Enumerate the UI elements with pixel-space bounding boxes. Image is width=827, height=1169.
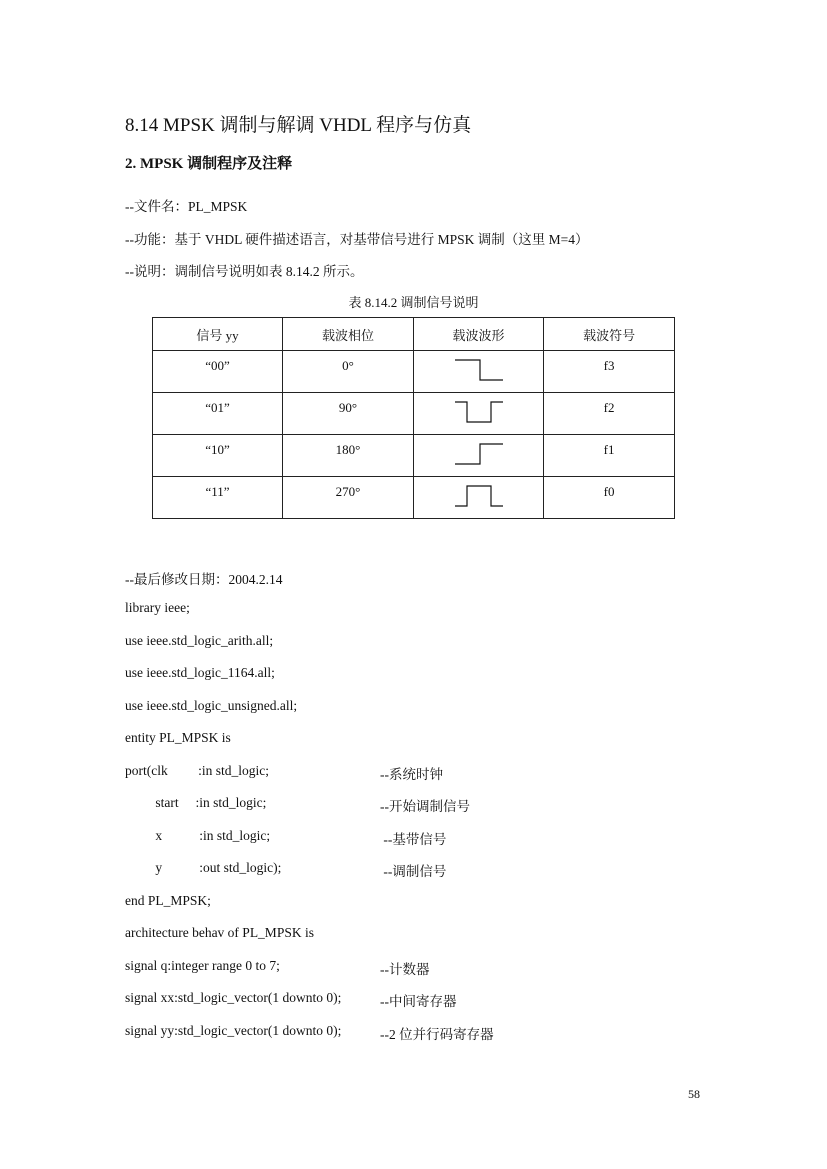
code-comment: --基带信号	[380, 832, 447, 847]
code-line: start :in std_logic;	[125, 795, 267, 810]
code-comment: --调制信号	[380, 864, 447, 879]
page-number: 58	[688, 1087, 700, 1101]
cell-phase: 270°	[282, 477, 413, 519]
code-line: end PL_MPSK;	[125, 893, 211, 908]
cell-symbol: f1	[544, 435, 675, 477]
code-comment: --系统时钟	[380, 767, 443, 782]
cell-signal: “11”	[153, 477, 283, 519]
code-line: x :in std_logic;	[125, 828, 271, 843]
waveform-high-low-high-icon	[454, 399, 504, 425]
waveform-high-low-icon	[454, 357, 504, 383]
code-line: signal q:integer range 0 to 7;	[125, 958, 280, 973]
cell-signal: “01”	[153, 393, 283, 435]
header-phase: 载波相位	[282, 318, 413, 351]
code-line: signal yy:std_logic_vector(1 downto 0);	[125, 1023, 342, 1038]
code-comment: --计数器	[380, 962, 430, 977]
modulation-signal-table	[152, 317, 675, 519]
cell-symbol: f3	[544, 351, 675, 393]
header-line-function: --功能：基于 VHDL 硬件描述语言，对基带信号进行 MPSK 调制（这里 M=4）	[125, 232, 589, 247]
header-waveform: 载波波形	[413, 318, 543, 351]
table-row	[153, 393, 675, 435]
code-line: architecture behav of PL_MPSK is	[125, 925, 314, 940]
cell-signal: “00”	[153, 351, 283, 393]
cell-phase: 180°	[282, 435, 413, 477]
header-line-filename: --文件名：PL_MPSK	[125, 199, 248, 214]
code-line: y :out std_logic);	[125, 860, 282, 875]
header-line-description: --说明：调制信号说明如表 8.14.2 所示。	[125, 264, 364, 279]
cell-waveform	[413, 351, 543, 393]
table-row	[153, 477, 675, 519]
code-comment: --2 位并行码寄存器	[380, 1027, 494, 1042]
cell-symbol: f0	[544, 477, 675, 519]
table-row	[153, 351, 675, 393]
cell-waveform	[413, 393, 543, 435]
header-signal: 信号 yy	[153, 318, 283, 351]
cell-signal: “10”	[153, 435, 283, 477]
code-comment: --中间寄存器	[380, 994, 457, 1009]
page-title: 8.14 MPSK 调制与解调 VHDL 程序与仿真	[125, 115, 472, 136]
header-symbol: 载波符号	[544, 318, 675, 351]
cell-waveform	[413, 477, 543, 519]
table-header-row	[153, 318, 675, 351]
code-line: --最后修改日期：2004.2.14	[125, 572, 283, 587]
code-line: port(clk :in std_logic;	[125, 763, 269, 778]
code-line: library ieee;	[125, 600, 190, 615]
table-row	[153, 435, 675, 477]
waveform-low-high-low-icon	[454, 483, 504, 509]
code-line: entity PL_MPSK is	[125, 730, 231, 745]
code-line: signal xx:std_logic_vector(1 downto 0);	[125, 990, 342, 1005]
code-line: use ieee.std_logic_1164.all;	[125, 665, 275, 680]
cell-phase: 90°	[282, 393, 413, 435]
waveform-low-high-icon	[454, 441, 504, 467]
table-caption: 表 8.14.2 调制信号说明	[348, 295, 479, 310]
cell-phase: 0°	[282, 351, 413, 393]
code-line: use ieee.std_logic_arith.all;	[125, 633, 274, 648]
section-heading: 2. MPSK 调制程序及注释	[125, 156, 293, 172]
cell-waveform	[413, 435, 543, 477]
code-line: use ieee.std_logic_unsigned.all;	[125, 698, 298, 713]
code-comment: --开始调制信号	[380, 799, 470, 814]
cell-symbol: f2	[544, 393, 675, 435]
